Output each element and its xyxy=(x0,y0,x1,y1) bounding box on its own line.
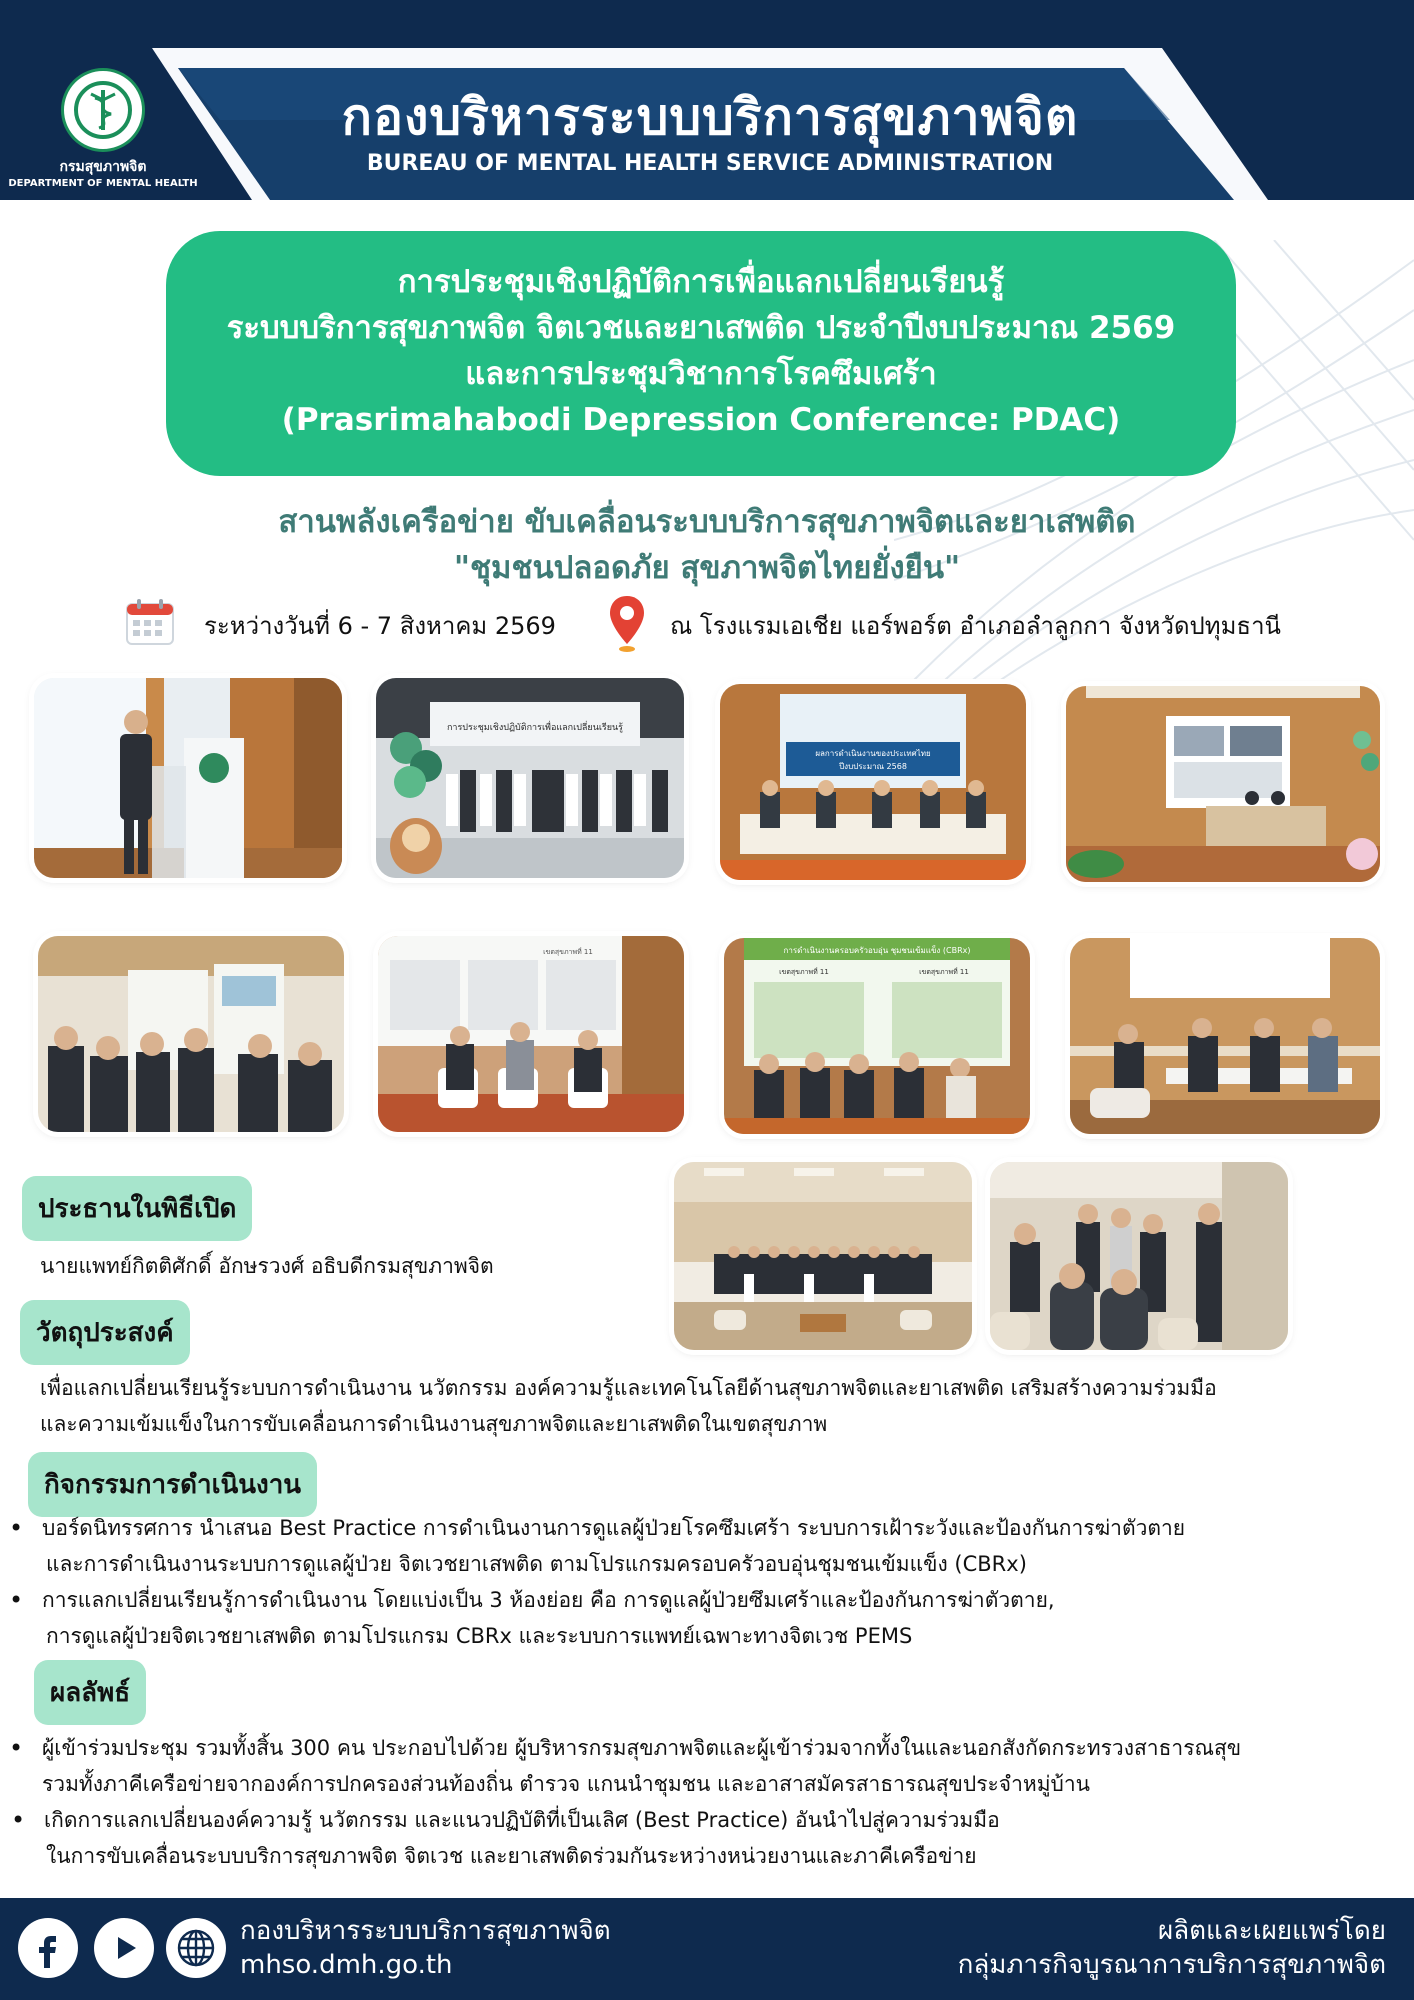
event-venue: ณ โรงแรมเอเชีย แอร์พอร์ต อำเภอลำลูกกา จังหวัดปทุมธานี xyxy=(670,612,1281,640)
photo-stage-presentation xyxy=(1066,686,1380,882)
youtube-icon[interactable] xyxy=(94,1918,154,1978)
photo-panel-discussion xyxy=(720,684,1026,880)
chair-name-text: นายแพทย์กิตติศักดิ์ อักษรวงศ์ อธิบดีกรมสุขภาพจิต xyxy=(40,1254,494,1278)
section-heading-activities: กิจกรรมการดำเนินงาน xyxy=(28,1452,317,1517)
department-logo xyxy=(8,68,198,196)
activity-item-2-line-1: • การแลกเปลี่ยนเรียนรู้การดำเนินงาน โดยแบ่งเป็น 3 ห้องย่อย คือ การดูแลผู้ป่วยซึมเศร้าและป้องกันการฆ่าตัวตาย, xyxy=(42,1582,1055,1618)
bureau-title-english: BUREAU OF MENTAL HEALTH SERVICE ADMINISTRATION xyxy=(366,151,1054,176)
photo-slide-line-2: ปีงบประมาณ 2568 xyxy=(839,762,907,771)
top-navy-band xyxy=(0,0,1414,48)
photo-group-picture xyxy=(376,678,684,878)
footer-credit-line-1: ผลิตและเผยแพร่โดย xyxy=(1157,1916,1386,1946)
result-item-1-line-2: รวมทั้งภาคีเครือข่ายจากองค์การปกครองส่วนท้องถิ่น ตำรวจ แกนนำชุมชน และอาสาสมัครสาธารณสุขประจำหมู่บ้าน xyxy=(42,1772,1091,1796)
photo-cbrx-title: การดำเนินงานครอบครัวอบอุ่น ชุมชนเข้มแข็ง (CBRx) xyxy=(783,946,971,955)
logo-name-english: DEPARTMENT OF MENTAL HEALTH xyxy=(8,178,198,189)
photo-panel-qa xyxy=(1070,938,1380,1134)
page-header xyxy=(0,48,1414,200)
banner-line-4: (Prasrimahabodi Depression Conference: PDAC) xyxy=(281,402,1121,438)
bureau-title-thai: กองบริหารระบบบริการสุขภาพจิต xyxy=(341,88,1079,146)
photo-slide-heading: เขตสุขภาพที่ 11 xyxy=(543,948,593,956)
section-heading-objective: วัตถุประสงค์ xyxy=(20,1300,190,1365)
tagline-line-1: สานพลังเครือข่าย ขับเคลื่อนระบบบริการสุขภาพจิตและยาเสพติด xyxy=(278,504,1136,540)
photo-cbrx-sub-1: เขตสุขภาพที่ 11 xyxy=(779,968,829,976)
photo-audience-group xyxy=(674,1162,972,1350)
photo-banner-text: การประชุมเชิงปฏิบัติการเพื่อแลกเปลี่ยนเรียนรู้ xyxy=(446,723,624,733)
activity-item-1-line-1: • บอร์ดนิทรรศการ นำเสนอ Best Practice การดำเนินงานการดูแลผู้ป่วยโรคซึมเศร้า ระบบการเฝ้าระวังและป้องกันการฆ่าตัวตาย xyxy=(42,1510,1185,1546)
website-globe-icon[interactable] xyxy=(166,1918,226,1978)
photo-workshop-group xyxy=(990,1162,1288,1350)
section-heading-chair: ประธานในพิธีเปิด xyxy=(22,1176,252,1241)
section-heading-results: ผลลัพธ์ xyxy=(34,1660,146,1725)
event-info-row xyxy=(120,596,1320,656)
banner-line-2: ระบบบริการสุขภาพจิต จิตเวชและยาเสพติด ประจำปีงบประมาณ 2569 xyxy=(226,310,1176,346)
result-item-1-line-1: • ผู้เข้าร่วมประชุม รวมทั้งสิ้น 300 คน ประกอบไปด้วย ผู้บริหารกรมสุขภาพจิตและผู้เข้าร่วมจากทั้งในและนอกสังกัดกระทรวงสาธารณสุข xyxy=(42,1730,1241,1766)
banner-line-1: การประชุมเชิงปฏิบัติการเพื่อแลกเปลี่ยนเรียนรู้ xyxy=(397,264,1005,300)
activity-item-2-line-2: การดูแลผู้ป่วยจิตเวชยาเสพติด ตามโปรแกรม CBRx และระบบการแพทย์เฉพาะทางจิตเวช PEMS xyxy=(46,1624,913,1648)
footer-credit-line-2: กลุ่มภารกิจบูรณาการบริการสุขภาพจิต xyxy=(957,1950,1386,1980)
photo-breakout-session xyxy=(378,936,684,1132)
activity-item-1-line-2: และการดำเนินงานระบบการดูแลผู้ป่วย จิตเวชยาเสพติด ตามโปรแกรมครอบครัวอบอุ่นชุมชนเข้มแข็ง (CBRx) xyxy=(46,1552,1027,1576)
footer-website-link[interactable]: mhso.dmh.go.th xyxy=(240,1950,453,1980)
objective-line-1: เพื่อแลกเปลี่ยนเรียนรู้ระบบการดำเนินงาน นวัตกรรม องค์ความรู้และเทคโนโลยีด้านสุขภาพจิตและยาเสพติด เสริมสร้างความร่วมมือ xyxy=(40,1376,1217,1400)
result-item-2-line-2: ในการขับเคลื่อนระบบบริการสุขภาพจิต จิตเวช และยาเสพติดร่วมกันระหว่างหน่วยงานและภาคีเครือข่าย xyxy=(46,1844,977,1868)
event-date: ระหว่างวันที่ 6 - 7 สิงหาคม 2569 xyxy=(204,612,556,640)
facebook-icon[interactable] xyxy=(18,1918,78,1978)
footer-org-name: กองบริหารระบบบริการสุขภาพจิต xyxy=(240,1916,611,1946)
photo-opening-speech xyxy=(34,678,342,878)
logo-name-thai: กรมสุขภาพจิต xyxy=(59,159,147,175)
calendar-icon xyxy=(124,596,176,652)
location-pin-icon xyxy=(608,594,646,658)
photo-cbrx-session xyxy=(724,938,1030,1134)
conference-title-banner xyxy=(166,231,1236,476)
photo-cbrx-sub-2: เขตสุขภาพที่ 11 xyxy=(919,968,969,976)
photo-slide-line-1: ผลการดำเนินงานของประเทศไทย xyxy=(815,749,931,758)
ministry-seal-icon xyxy=(61,68,145,152)
banner-line-3: และการประชุมวิชาการโรคซึมเศร้า xyxy=(465,356,937,392)
result-item-2-line-1: • เกิดการแลกเปลี่ยนองค์ความรู้ นวัตกรรม และแนวปฏิบัติที่เป็นเลิศ (Best Practice) อันนำไปสู่ความร่วมมือ xyxy=(44,1802,1000,1838)
page-footer xyxy=(0,1898,1414,2000)
tagline-line-2: "ชุมชนปลอดภัย สุขภาพจิตไทยยั่งยืน" xyxy=(453,550,961,586)
photo-exhibition-visit xyxy=(38,936,344,1132)
objective-line-2: และความเข้มแข็งในการขับเคลื่อนการดำเนินงานสุขภาพจิตและยาเสพติดในเขตสุขภาพ xyxy=(40,1412,828,1436)
